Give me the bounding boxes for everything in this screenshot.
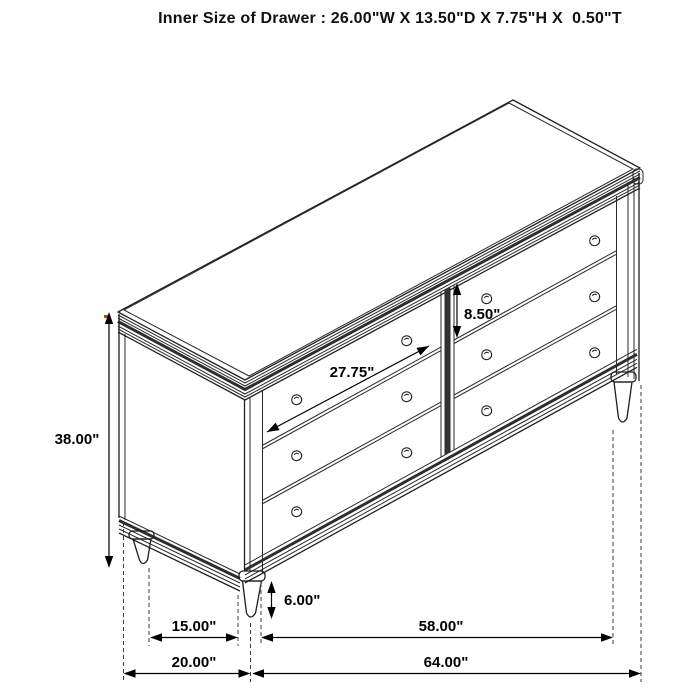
drawer-knob (400, 335, 412, 347)
dim-leg-height (267, 581, 320, 619)
dim-overall-height (55, 312, 114, 568)
top-molding (118, 171, 640, 400)
drawer-knob (480, 405, 492, 417)
dim-overall-height-label: 38.00" (54, 431, 100, 448)
dim-drawer-width-label: 27.75" (329, 364, 375, 381)
dim-overall-width (252, 654, 641, 678)
drawer-knob (290, 506, 302, 518)
drawer-knob (290, 394, 302, 406)
diagram-title: Inner Size of Drawer : 26.00"W X 13.50"D X 7.75"H X 0.50"T (158, 10, 622, 27)
drawer-knob (290, 450, 302, 462)
drawer-knob (400, 447, 412, 459)
dim-overall-width-label: 64.00" (423, 654, 469, 671)
dim-overall-depth-label: 20.00" (171, 654, 217, 671)
dim-front-leg-spacing (261, 618, 613, 642)
dim-drawer-height-label: 8.50" (464, 306, 501, 323)
drawer-knob (588, 235, 600, 247)
dim-front-leg-spacing-label: 58.00" (418, 618, 464, 635)
dim-side-leg-spacing-label: 15.00" (171, 618, 217, 635)
drawer-knob (480, 349, 492, 361)
right-drawer-bank (454, 251, 616, 399)
center-divider (441, 285, 454, 457)
drawer-knob (400, 391, 412, 403)
front-left-corner-post (245, 390, 263, 573)
drawer-knob (588, 291, 600, 303)
dim-overall-depth (124, 654, 251, 678)
drawer-knob (480, 293, 492, 305)
drawer-knob (588, 347, 600, 359)
dim-side-leg-spacing (150, 618, 238, 642)
dim-drawer-height (453, 283, 501, 338)
dim-leg-height-label: 6.00" (284, 592, 321, 609)
